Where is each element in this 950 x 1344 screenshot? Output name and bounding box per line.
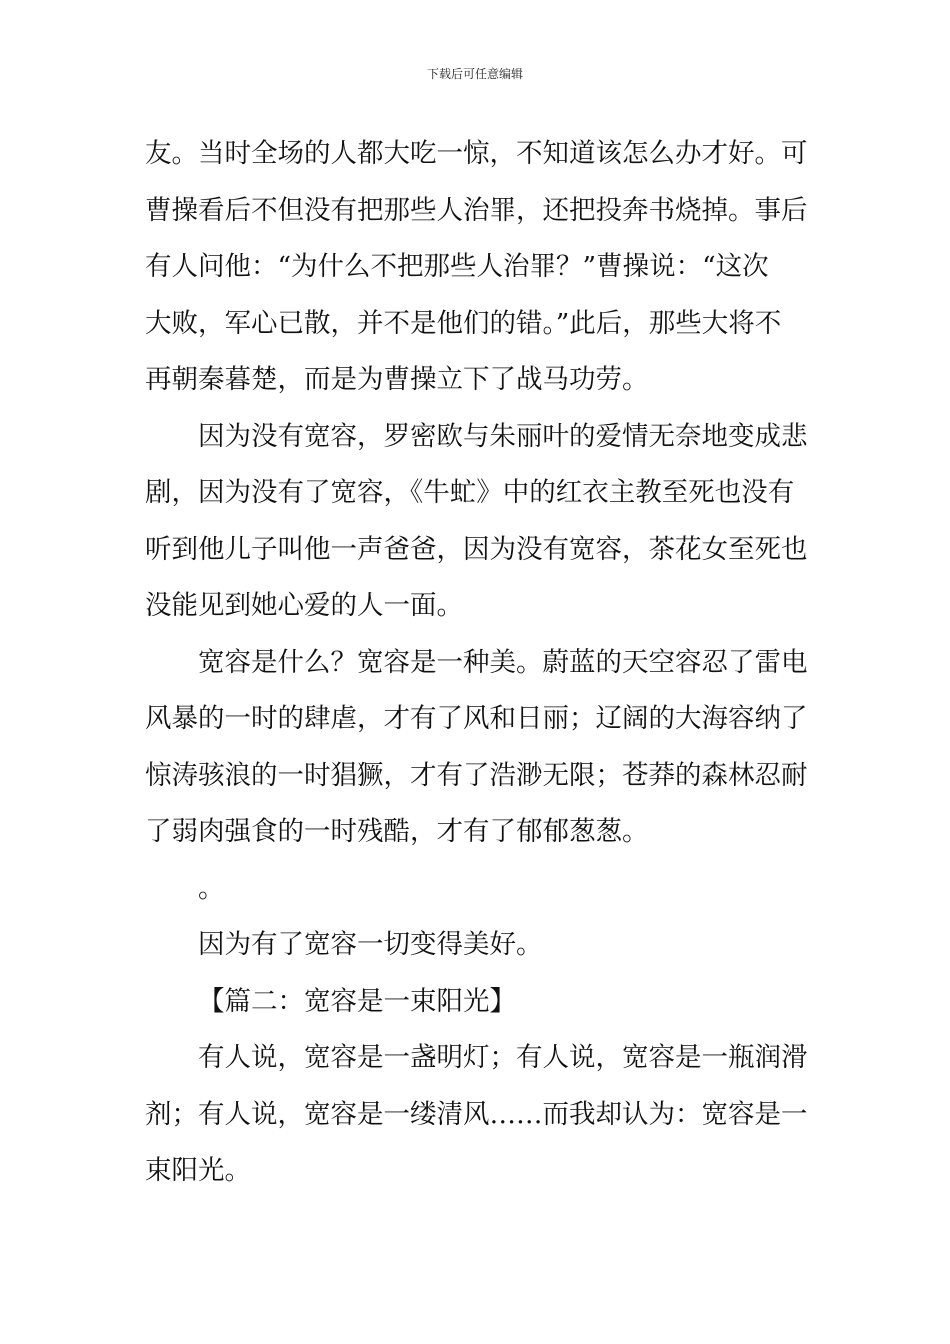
text-line: 有人说，宽容是一盏明灯；有人说，宽容是一瓶润滑 <box>198 1042 808 1073</box>
text-line: 因为没有宽容，罗密欧与朱丽叶的爱情无奈地变成悲 <box>198 420 808 452</box>
text-line: 剂；有人说，宽容是一缕清风……而我却认为：宽容是一 <box>145 1098 808 1130</box>
text-line: 友。当时全场的人都大吃一惊，不知道该怎么办才好。可 <box>145 138 808 169</box>
text-line: 听到他儿子叫他一声爸爸，因为没有宽容，茶花女至死也 <box>145 533 808 565</box>
text-line: 再朝秦暮楚，而是为曹操立下了战马功劳。 <box>145 364 649 395</box>
section-title: 【篇二：宽容是一束阳光】 <box>198 985 516 1017</box>
text-line: 惊涛骇浪的一时猖獗，才有了浩渺无限；苍莽的森林忍耐 <box>145 759 808 791</box>
text-line: 因为有了宽容一切变得美好。 <box>198 929 543 960</box>
text-line: 。 <box>198 872 225 904</box>
paragraph-sunshine <box>145 1030 808 1200</box>
paragraph-no-tolerance <box>145 409 808 635</box>
text-line: 大败，军心已散，并不是他们的错。”此后，那些大将不 <box>145 307 782 339</box>
paragraph-conclusion <box>145 917 805 974</box>
paragraph-period <box>145 861 805 918</box>
text-line: 风暴的一时的肆虐，才有了风和日丽；辽阔的大海容纳了 <box>145 703 808 734</box>
text-line: 剧，因为没有了宽容，《牛虻》中的红衣主教至死也没有 <box>145 477 795 508</box>
text-line: 有人问他：“为什么不把那些人治罪？”曹操说：“这次 <box>145 251 769 282</box>
page-header: 下载后可任意编辑 <box>426 67 523 81</box>
section-heading <box>145 974 805 1031</box>
document-body <box>145 126 808 1200</box>
text-line: 宽容是什么？宽容是一种美。蔚蓝的天空容忍了雷电 <box>198 646 808 678</box>
text-line: 曹操看后不但没有把那些人治罪，还把投奔书烧掉。事后 <box>145 194 808 226</box>
text-line: 束阳光。 <box>145 1155 251 1186</box>
paragraph-caocao <box>145 126 808 409</box>
text-line: 了弱肉强食的一时残酷，才有了郁郁葱葱。 <box>145 816 649 847</box>
text-line: 没能见到她心爱的人一面。 <box>145 590 463 621</box>
paragraph-what-is-tolerance <box>145 635 808 861</box>
